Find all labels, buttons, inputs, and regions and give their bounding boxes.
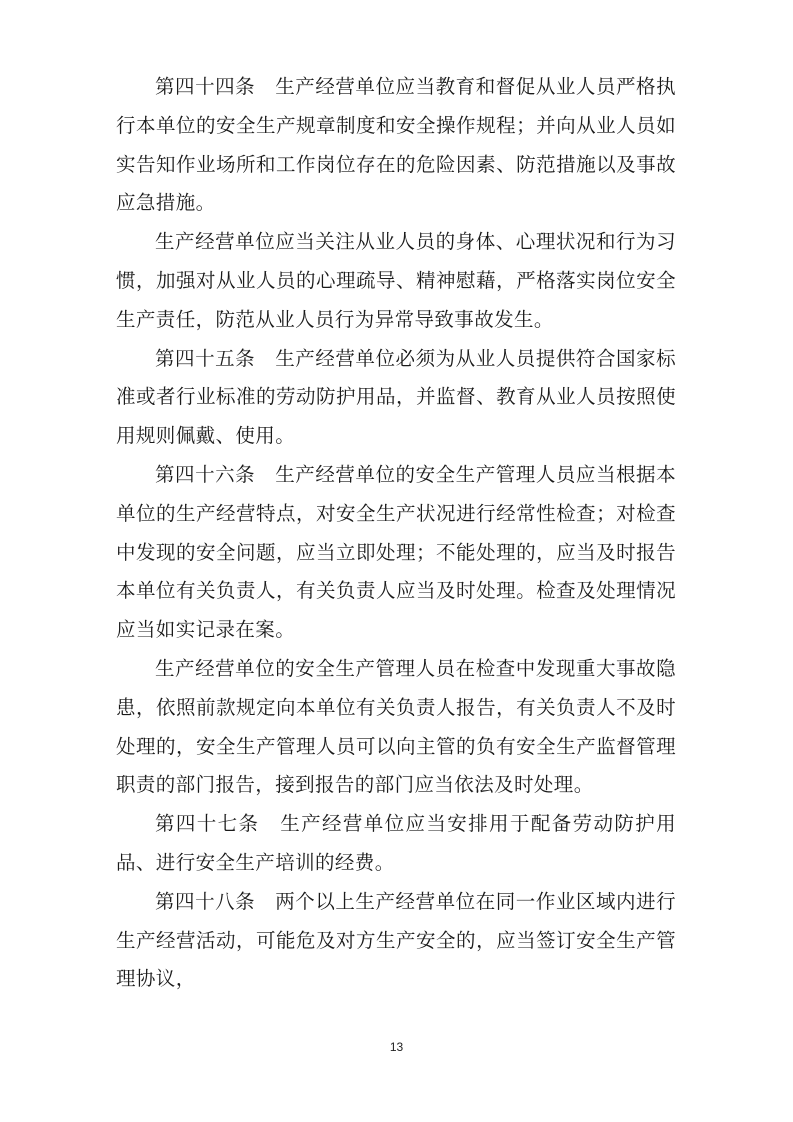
paragraph-article-47: 第四十七条 生产经营单位应当安排用于配备劳动防护用品、进行安全生产培训的经费。	[116, 812, 676, 874]
paragraph-article-48: 第四十八条 两个以上生产经营单位在同一作业区域内进行生产经营活动，可能危及对方生产安全的，应当签订安全生产管理协议，	[116, 889, 676, 991]
document-body	[116, 68, 676, 999]
paragraph-article-44-part-2: 生产经营单位应当关注从业人员的身体、心理状况和行为习惯，加强对从业人员的心理疏导、精神慰藉，严格落实岗位安全生产责任，防范从业人员行为异常导致事故发生。	[116, 230, 676, 331]
paragraph-article-46-part-2: 生产经营单位的安全生产管理人员在检查中发现重大事故隐患，依照前款规定向本单位有关负责人报告，有关负责人不及时处理的，安全生产管理人员可以向主管的负有安全生产监督管理职责的部门报告，接到报告的部门应当依法及时处理。	[116, 656, 676, 797]
paragraph-article-45: 第四十五条 生产经营单位必须为从业人员提供符合国家标准或者行业标准的劳动防护用品，并监督、教育从业人员按照使用规则佩戴、使用。	[116, 346, 676, 448]
page-number: 13	[389, 1040, 404, 1054]
paragraph-article-46: 第四十六条 生产经营单位的安全生产管理人员应当根据本单位的生产经营特点，对安全生产状况进行经常性检查；对检查中发现的安全问题，应当立即处理；不能处理的，应当及时报告本单位有关负责人，有关负责人应当及时处理。检查及处理情况应当如实记录在案。	[116, 462, 676, 642]
paragraph-article-44: 第四十四条 生产经营单位应当教育和督促从业人员严格执行本单位的安全生产规章制度和安全操作规程；并向从业人员如实告知作业场所和工作岗位存在的危险因素、防范措施以及事故应急措施。	[116, 75, 676, 215]
